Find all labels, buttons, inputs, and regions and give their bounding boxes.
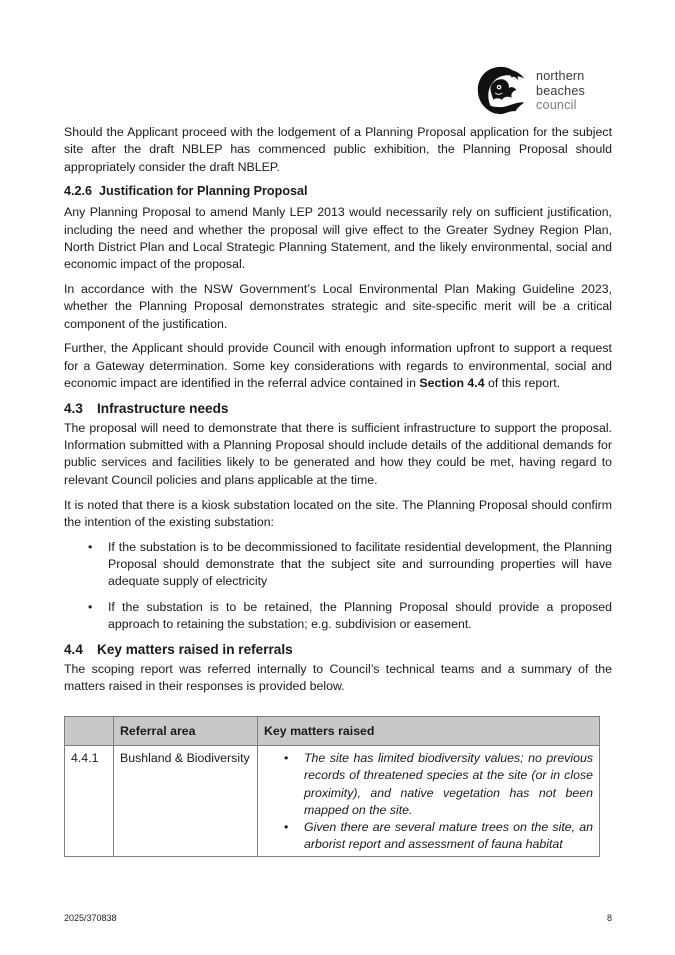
list-item [64, 539, 612, 591]
justification-paragraph-2: In accordance with the NSW Government’s Local Environmental Plan Making Guideline 2023, whether the Planning Proposal demonstrates strategic and site-specific merit will be a critical component of the justification. [64, 282, 612, 331]
infrastructure-paragraph-2: It is noted that there is a kiosk substation located on the site. The Planning Proposal should confirm the intention of the existing substation: [64, 497, 612, 529]
logo-line-beaches: beaches [536, 83, 586, 98]
referral-area-cell: Bushland & Biodiversity [114, 746, 258, 857]
section-number: 4.2.6 [64, 184, 93, 199]
column-header-referral-area: Referral area [114, 717, 258, 746]
table-header-row [65, 717, 600, 746]
justification-paragraph-1: Any Planning Proposal to amend Manly LEP 2013 would necessarily rely on sufficient justification, including the need and whether the proposal will give effect to the Greater Sydney Region Plan, North District Plan and Local Strategic Planning Statement, and the likely environmental, social and economic impact of the proposal. [64, 205, 612, 272]
council-logo [472, 62, 602, 120]
list-item [264, 750, 593, 819]
bullet-icon: • [88, 599, 93, 614]
key-matters-list [264, 750, 593, 854]
council-name [536, 69, 585, 113]
referrals-table [64, 716, 600, 857]
bullet-icon: • [284, 820, 289, 835]
text-run: of this report. [484, 376, 561, 391]
section-title: Justification for Planning Proposal [99, 184, 308, 199]
substation-bullet-list [64, 539, 612, 633]
list-item [264, 819, 593, 854]
referrals-paragraph: The scoping report was referred internally to Council’s technical teams and a summary of the matters raised in their responses is provided below. [64, 662, 612, 694]
section-reference: Section 4.4 [419, 376, 485, 391]
list-item-text: The site has limited biodiversity values; no previous records of threatened species at the site (or in close proximity), and native vegetation has not been mapped on the site. [304, 751, 593, 817]
logo-line-northern: northern [536, 69, 585, 84]
text-run: Further, the Applicant should provide Council with enough information upfront to support a request for a Gateway determination. Some key considerations with regards to environmental, social and economic impact are identified in the referral advice contained in [64, 341, 612, 391]
row-id-cell: 4.4.1 [65, 746, 114, 857]
column-header-key-matters: Key matters raised [258, 717, 600, 746]
document-body [64, 124, 612, 696]
document-reference: 2025/370838 [64, 913, 117, 923]
column-header-id [65, 717, 114, 746]
page-number: 8 [607, 913, 613, 923]
bullet-icon: • [88, 539, 93, 554]
section-title: Infrastructure needs [97, 400, 229, 416]
list-item-text: If the substation is to be retained, the Planning Proposal should provide a proposed approach to retaining the substation; e.g. subdivision or easement. [108, 599, 612, 631]
logo-line-council: council [536, 98, 577, 113]
list-item-text: Given there are several mature trees on the site, an arborist report and assessment of fauna habitat [304, 820, 593, 852]
table-row [65, 746, 600, 857]
justification-paragraph-3 [64, 340, 612, 392]
intro-paragraph: Should the Applicant proceed with the lodgement of a Planning Proposal application for the subject site after the draft NBLEP has commenced public exhibition, the Planning Proposal should appropriately consider the draft NBLEP. [64, 125, 612, 174]
list-item [64, 599, 612, 634]
section-heading-4-4 [64, 641, 612, 659]
section-title: Key matters raised in referrals [97, 642, 293, 658]
whale-wave-emblem-icon [472, 63, 530, 119]
section-number: 4.3 [64, 400, 83, 416]
section-heading-4-2-6 [64, 183, 612, 200]
section-heading-4-3 [64, 400, 612, 418]
key-matters-cell [258, 746, 600, 857]
list-item-text: If the substation is to be decommissioned to facilitate residential development, the Planning Proposal should demonstrate that the subject site and surrounding properties will have adequate supply of electricity [108, 539, 612, 589]
section-number: 4.4 [64, 642, 83, 658]
bullet-icon: • [284, 751, 289, 765]
infrastructure-paragraph-1: The proposal will need to demonstrate that there is sufficient infrastructure to support the proposal. Information submitted with a Planning Proposal should include details of the additional demands for public services and facilities likely to be generated and how they could be met, having regard to relevant Council policies and plans applicable at the time. [64, 420, 612, 487]
